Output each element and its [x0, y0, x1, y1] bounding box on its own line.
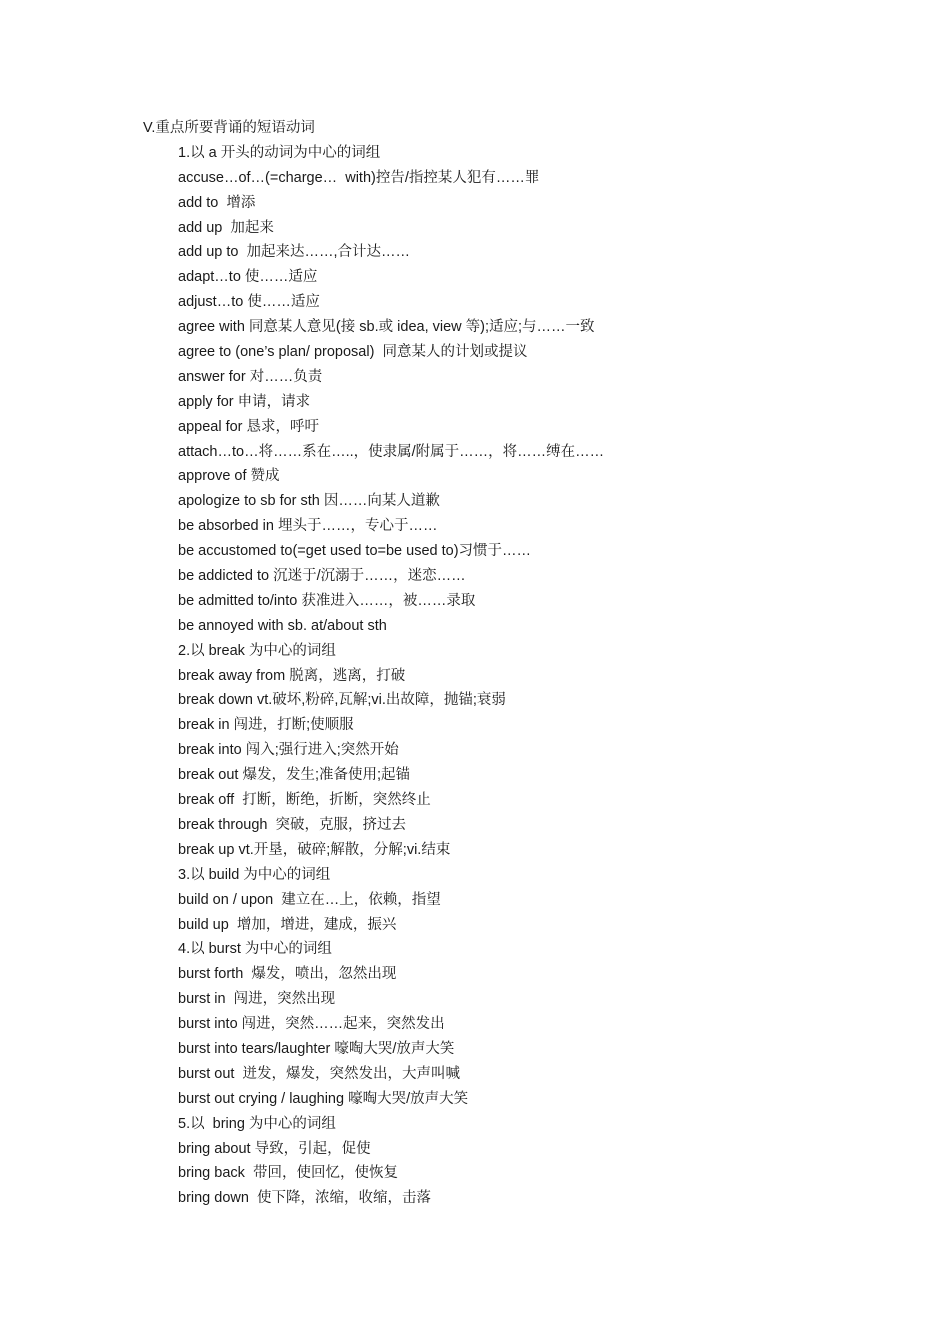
phrase-line: break in 闯进，打断;使顺服 — [178, 717, 354, 734]
phrase-line: bring down 使下降，浓缩，收缩，击落 — [178, 1190, 431, 1207]
phrase-line: break off 打断，断绝，折断，突然终止 — [178, 792, 431, 809]
phrase-line-group-a-heading: 1.以 a 开头的动词为中心的词组 — [178, 144, 381, 161]
phrase-line: burst in 闯进，突然出现 — [178, 991, 336, 1008]
phrase-line: be accustomed to(=get used to=be used to)习惯于…… — [178, 543, 532, 560]
phrase-list — [0, 141, 950, 1211]
phrase-line: break through 突破，克服，挤过去 — [178, 816, 407, 833]
phrase-line: apologize to sb for sth 因……向某人道歉 — [178, 493, 440, 510]
phrase-line: add up to 加起来达……,合计达…… — [178, 244, 411, 261]
document-content — [0, 116, 950, 1211]
phrase-line: break into 闯入;强行进入;突然开始 — [178, 742, 399, 759]
phrase-line: adapt…to 使……适应 — [178, 269, 318, 286]
phrase-line: appeal for 恳求，呼吁 — [178, 418, 320, 435]
phrase-line: attach…to…将……系在…..，使隶属/附属于……，将……缚在…… — [178, 443, 605, 460]
phrase-line: break out 爆发，发生;准备使用;起锚 — [178, 767, 411, 784]
phrase-line: burst out crying / laughing 嚎啕大哭/放声大笑 — [178, 1090, 469, 1107]
phrase-line: agree with 同意某人意见(接 sb.或 idea, view 等);适应;与……一致 — [178, 319, 595, 336]
phrase-line: accuse…of…(=charge… with)控告/指控某人犯有……罪 — [178, 169, 540, 186]
phrase-line: burst out 迸发，爆发，突然发出，大声叫喊 — [178, 1065, 460, 1082]
phrase-line-group-burst-heading: 4.以 burst 为中心的词组 — [178, 941, 332, 958]
phrase-line: apply for 申请，请求 — [178, 393, 311, 410]
phrase-line-group-bring-heading: 5.以 bring 为中心的词组 — [178, 1115, 336, 1132]
phrase-line: be admitted to/into 获准进入……，被……录取 — [178, 592, 476, 609]
phrase-line: answer for 对……负责 — [178, 368, 323, 385]
section-title: V.重点所要背诵的短语动词 — [143, 120, 315, 136]
phrase-line: bring about 导致，引起，促使 — [178, 1140, 371, 1157]
phrase-line-group-build-heading: 3.以 build 为中心的词组 — [178, 866, 331, 883]
phrase-line: be addicted to 沉迷于/沉溺于……，迷恋…… — [178, 568, 466, 585]
phrase-line: add to 增添 — [178, 194, 256, 211]
phrase-line: burst into tears/laughter 嚎啕大哭/放声大笑 — [178, 1040, 455, 1057]
phrase-line: be absorbed in 埋头于……，专心于…… — [178, 518, 438, 535]
phrase-line: add up 加起来 — [178, 219, 274, 236]
phrase-line-group-break-heading: 2.以 break 为中心的词组 — [178, 642, 336, 659]
phrase-line: be annoyed with sb. at/about sth — [178, 617, 387, 634]
phrase-line: bring back 带回，使回忆，使恢复 — [178, 1165, 398, 1182]
phrase-line: build up 增加，增进，建成，振兴 — [178, 916, 397, 933]
phrase-line: build on / upon 建立在…上，依赖，指望 — [178, 891, 441, 908]
phrase-line: burst forth 爆发，喷出，忽然出现 — [178, 966, 397, 983]
phrase-line: approve of 赞成 — [178, 468, 280, 485]
phrase-line: adjust…to 使……适应 — [178, 294, 320, 311]
phrase-line: agree to (one’s plan/ proposal) 同意某人的计划或提议 — [178, 344, 528, 361]
phrase-line: break up vt.开垦，破碎;解散，分解;vi.结束 — [178, 841, 451, 858]
phrase-line: burst into 闯进，突然……起来，突然发出 — [178, 1016, 445, 1033]
phrase-line: break down vt.破坏,粉碎,瓦解;vi.出故障，抛锚;衰弱 — [178, 692, 506, 709]
phrase-line: break away from 脱离，逃离，打破 — [178, 667, 406, 684]
